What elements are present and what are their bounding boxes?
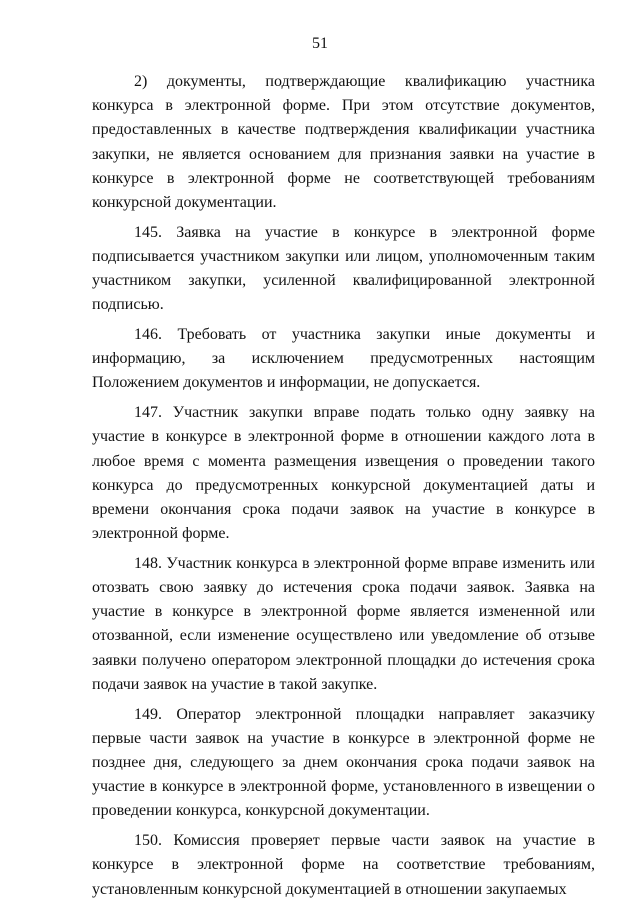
page-number: 51 — [312, 35, 328, 52]
paragraph-item-2-documents: 2) документы, подтверждающие квалификацию участника конкурса в электронной форме. При этом отсутствие документов, предоставленных в качестве подтверждения квалификации участника закупки, не является основанием для признания заявки на участие в конкурсе в электронной форме не соответствующей требованиям конкурсной документации. — [92, 73, 595, 212]
paragraph-150: 150. Комиссия проверяет первые части заявок на участие в конкурсе в электронной форме на соответствие требованиям, установленным конкурсной документацией в отношении закупаемых — [92, 832, 595, 898]
paragraph-145: 145. Заявка на участие в конкурсе в электронной форме подписывается участником закупки или лицом, уполномоченным таким участником закупки, усиленной квалифицированной электронной подписью. — [92, 223, 595, 314]
paragraph-149: 149. Оператор электронной площадки направляет заказчику первые части заявок на участие в конкурсе в электронной форме не позднее дня, следующего за днем окончания срока подачи заявок на участие в конкурсе в электронной форме, установленного в извещении о проведении конкурса, конкурсной документации. — [92, 705, 595, 820]
paragraph-148: 148. Участник конкурса в электронной форме вправе изменить или отозвать свою заявку до истечения срока подачи заявок. Заявка на участие в конкурсе в электронной форме является измененной или отозванной, если изменение осуществлено или уведомление об отзыве заявки получено оператором электронной площадки до истечения срока подачи заявок на участие в такой закупке. — [92, 554, 595, 693]
paragraph-146: 146. Требовать от участника закупки иные документы и информацию, за исключением предусмотренных настоящим Положением документов и информации, не допускается. — [92, 326, 595, 392]
paragraph-147: 147. Участник закупки вправе подать только одну заявку на участие в конкурсе в электронной форме в отношении каждого лота в любое время с момента размещения извещения о проведении такого конкурса до предусмотренных конкурсной документацией даты и времени окончания срока подачи заявок на участие в конкурсе в электронной форме. — [92, 404, 595, 543]
document-body — [92, 70, 595, 902]
